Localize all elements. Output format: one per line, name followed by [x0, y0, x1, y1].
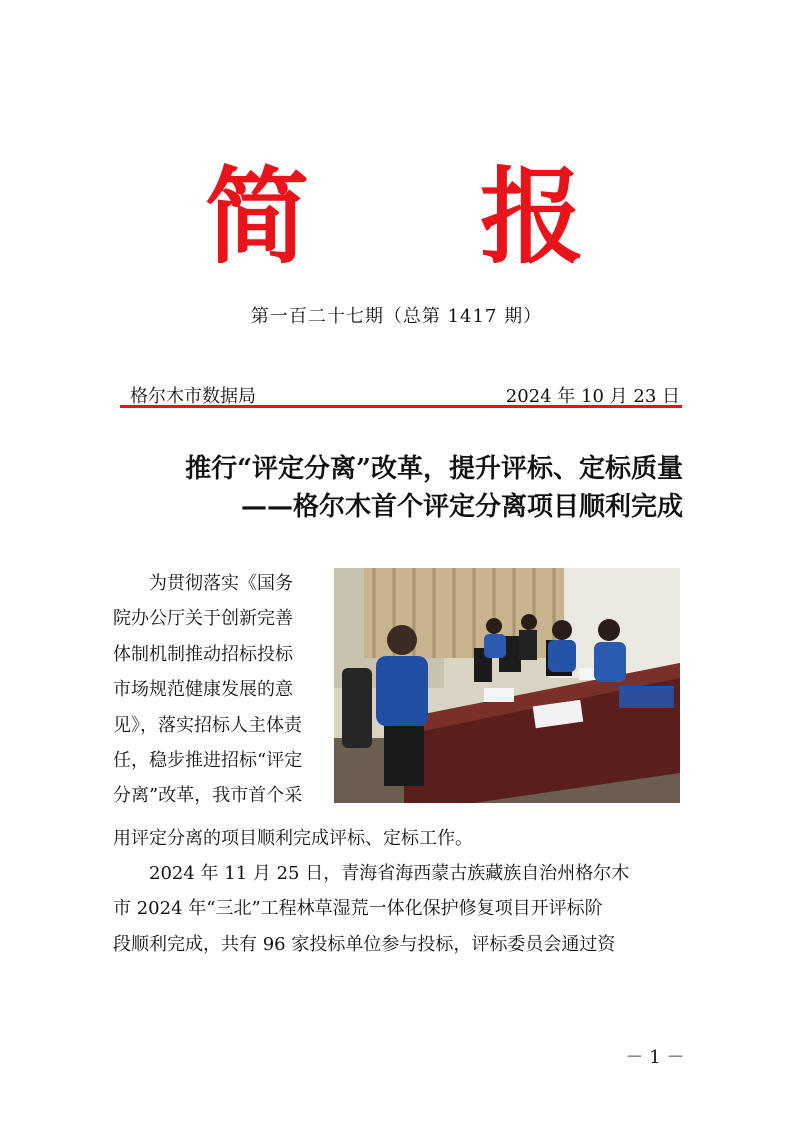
meeting-photo-icon [334, 568, 680, 803]
meeting-photo [334, 568, 680, 803]
masthead-title [0, 155, 793, 278]
header-line [120, 380, 680, 408]
text-line: 市场规范健康发展的意 [113, 679, 293, 701]
text-line: 分离”改革，我市首个采 [113, 785, 303, 807]
issue-date: 2024 年 10 月 23 日 [505, 386, 680, 407]
article-subtitle: ——格尔木首个评定分离项目顺利完成 [240, 492, 683, 522]
text-line: 院办公厅关于创新完善 [113, 608, 293, 630]
header-divider [120, 405, 682, 408]
text-line: 市 2024 年“三北”工程林草湿荒一体化保护修复项目开评标阶 [113, 898, 603, 920]
paragraph-1-wrapped [113, 566, 323, 814]
text-line: 2024 年 11 月 25 日，青海省海西蒙古族藏族自治州格尔木 [113, 863, 630, 884]
text-line: 段顺利完成，共有 96 家投标单位参与投标，评标委员会通过资 [113, 933, 616, 955]
article-title: 推行“评定分离”改革，提升评标、定标质量 [185, 454, 683, 484]
masthead-char-2: 报 [480, 155, 585, 278]
text-line: 体制机制推动招标投标 [113, 643, 293, 665]
paragraph-1-tail: 用评定分离的项目顺利完成评标、定标工作。 [113, 828, 473, 849]
paragraph-2 [113, 856, 683, 962]
page-number: － 1 － [625, 1047, 685, 1068]
text-line: 见》，落实招标人主体责 [113, 714, 302, 736]
text-line: 为贯彻落实《国务 [113, 573, 293, 594]
masthead-char-1: 简 [205, 155, 310, 278]
issuing-organization: 格尔木市数据局 [130, 386, 256, 407]
issue-number: 第一百二十七期（总第 1417 期） [250, 306, 543, 327]
text-line: 任，稳步推进招标“评定 [113, 750, 303, 772]
